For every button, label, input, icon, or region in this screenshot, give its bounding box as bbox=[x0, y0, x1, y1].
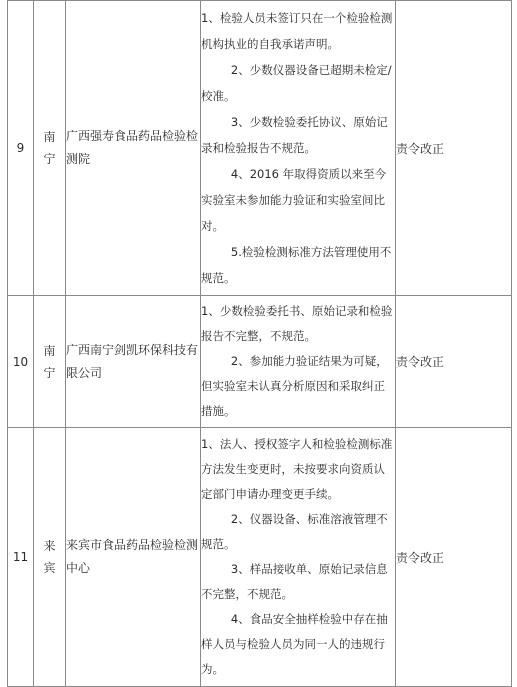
handling-result: 责令改正 bbox=[396, 428, 512, 687]
issues-cell bbox=[201, 296, 396, 428]
inspection-results-table bbox=[7, 0, 512, 687]
city-cell bbox=[34, 1, 66, 296]
issue-item: 3、少数检验委托协议、原始记录和检验报告不规范。 bbox=[201, 115, 388, 155]
table-row bbox=[8, 428, 512, 687]
issues-cell bbox=[201, 1, 396, 296]
organization-name: 广西南宁剑凯环保科技有限公司 bbox=[66, 296, 201, 428]
issue-item: 2、少数仪器设备已超期未检定/校准。 bbox=[201, 63, 392, 103]
issue-item: 1、法人、授权签字人和检验检测标准方法发生变更时，未按要求向资质认定部门申请办理变更手续。 bbox=[201, 437, 393, 501]
organization-name: 来宾市食品药品检验检测中心 bbox=[66, 428, 201, 687]
city-char: 宁 bbox=[43, 365, 56, 380]
handling-result: 责令改正 bbox=[396, 296, 512, 428]
handling-result: 责令改正 bbox=[396, 1, 512, 296]
issue-item: 1、少数检验委托书、原始记录和检验报告不完整，不规范。 bbox=[201, 304, 393, 343]
table-row bbox=[8, 296, 512, 428]
issue-item: 4、2016 年取得资质以来至今实验室未参加能力验证和实验室间比对。 bbox=[201, 167, 387, 233]
issue-item: 3、样品接收单、原始记录信息不完整，不规范。 bbox=[201, 562, 388, 601]
city-char: 来 bbox=[43, 539, 56, 553]
issue-item: 2、参加能力验证结果为可疑，但实验室未认真分析原因和采取纠正措施。 bbox=[201, 354, 388, 418]
issues-cell bbox=[201, 428, 396, 687]
row-number: 11 bbox=[8, 428, 34, 687]
table-row bbox=[8, 1, 512, 296]
city-cell bbox=[34, 296, 66, 428]
city-char: 宾 bbox=[43, 561, 56, 575]
city-char: 南 bbox=[43, 130, 56, 144]
issue-item: 1、检验人员未签订只在一个检验检测机构执业的自我承诺声明。 bbox=[201, 11, 393, 51]
row-number: 9 bbox=[8, 1, 34, 296]
issue-item: 2、仪器设备、标准溶液管理不规范。 bbox=[201, 512, 388, 551]
city-char: 宁 bbox=[43, 152, 56, 166]
city-cell bbox=[34, 428, 66, 687]
row-number: 10 bbox=[8, 296, 34, 428]
issue-item: 5.检验检测标准方法管理使用不规范。 bbox=[201, 245, 392, 285]
organization-name: 广西强寿食品药品检验检测院 bbox=[66, 1, 201, 296]
issue-item: 4、食品安全抽样检验中存在抽样人员与检验人员为同一人的违规行为。 bbox=[201, 612, 388, 676]
city-char: 南 bbox=[43, 343, 56, 358]
